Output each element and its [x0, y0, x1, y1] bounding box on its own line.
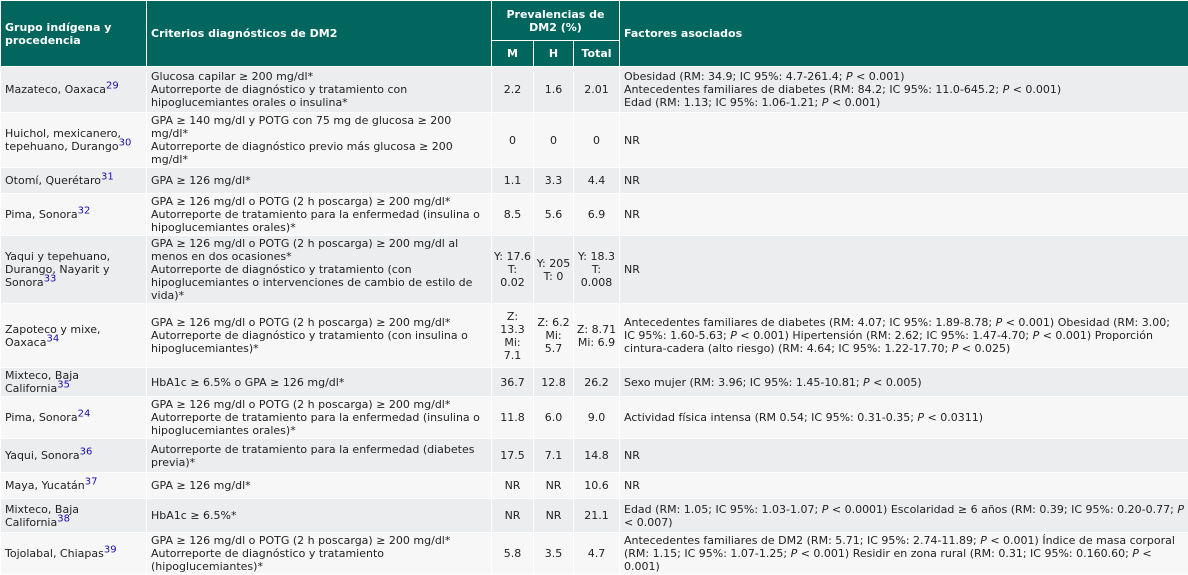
reference-link[interactable]: 31 — [101, 171, 114, 182]
table-row — [1, 236, 1188, 304]
criteria-cell — [147, 368, 492, 397]
factors-cell — [620, 368, 1188, 397]
table-row — [1, 439, 1188, 473]
prevalence-m: 11.8 — [492, 397, 534, 439]
table-row — [1, 168, 1188, 194]
criteria-cell — [147, 304, 492, 368]
group-cell — [1, 473, 147, 499]
criteria-line: Autorreporte de diagnóstico y tratamiento con hipoglucemiantes orales o insulina* — [151, 83, 487, 109]
prevalence-total: 4.4 — [574, 168, 620, 194]
table-row — [1, 473, 1188, 499]
criteria-line: Autorreporte de diagnóstico y tratamiento (hipoglucemiantes)* — [151, 547, 487, 573]
group-name: Yaqui y tepehuano, Durango, Nayarit y Sonora — [5, 250, 110, 289]
prevalence-h: 6.0 — [534, 397, 574, 439]
factor-line: NR — [624, 449, 1184, 462]
prevalence-m: 0 — [492, 113, 534, 168]
factor-line: NR — [624, 174, 1184, 187]
header-h: H — [534, 41, 574, 67]
criteria-cell — [147, 499, 492, 533]
group-cell — [1, 168, 147, 194]
factors-cell — [620, 473, 1188, 499]
factors-cell — [620, 533, 1188, 575]
factors-cell — [620, 67, 1188, 113]
criteria-line: GPA ≥ 126 mg/dl o POTG (2 h poscarga) ≥ 200 mg/dl* — [151, 316, 487, 329]
table-row — [1, 499, 1188, 533]
reference-link[interactable]: 38 — [57, 513, 70, 524]
criteria-cell — [147, 113, 492, 168]
criteria-line: GPA ≥ 126 mg/dl o POTG (2 h poscarga) ≥ 200 mg/dl* — [151, 534, 487, 547]
header-criteria: Criterios diagnósticos de DM2 — [147, 1, 492, 67]
criteria-line: Autorreporte de tratamiento para la enfermedad (insulina o hipoglucemiantes orales)* — [151, 411, 487, 437]
prevalence-m: Y: 17.6 T: 0.02 — [492, 236, 534, 304]
factors-cell — [620, 439, 1188, 473]
group-name: Yaqui, Sonora — [5, 449, 80, 462]
prevalence-total: 4.7 — [574, 533, 620, 575]
factor-line: Antecedentes familiares de diabetes (RM: 84.2; IC 95%: 11.0-645.2; P < 0.001) — [624, 83, 1184, 96]
reference-link[interactable]: 37 — [85, 476, 98, 487]
reference-link[interactable]: 32 — [78, 205, 91, 216]
group-name: Maya, Yucatán — [5, 479, 85, 492]
factor-line: Sexo mujer (RM: 3.96; IC 95%: 1.45-10.81; P < 0.005) — [624, 376, 1184, 389]
criteria-line: Autorreporte de tratamiento para la enfermedad (diabetes previa)* — [151, 443, 487, 469]
criteria-line: GPA ≥ 140 mg/dl y POTG con 75 mg de glucosa ≥ 200 mg/dl* — [151, 114, 487, 140]
header-group: Grupo indígena y procedencia — [1, 1, 147, 67]
prevalence-m: 8.5 — [492, 194, 534, 236]
table-row — [1, 67, 1188, 113]
table-row — [1, 304, 1188, 368]
group-name: Mazateco, Oaxaca — [5, 83, 106, 96]
factor-line: Actividad física intensa (RM 0.54; IC 95%: 0.31-0.35; P < 0.0311) — [624, 411, 1184, 424]
factor-line: NR — [624, 134, 1184, 147]
table-row — [1, 397, 1188, 439]
group-cell — [1, 113, 147, 168]
factor-line: NR — [624, 263, 1184, 276]
group-cell — [1, 236, 147, 304]
prevalence-h: 5.6 — [534, 194, 574, 236]
reference-link[interactable]: 30 — [119, 137, 132, 148]
prevalence-m: 5.8 — [492, 533, 534, 575]
criteria-cell — [147, 168, 492, 194]
factor-line: NR — [624, 479, 1184, 492]
header-prevalence: Prevalencias de DM2 (%) — [492, 1, 620, 41]
criteria-line: Autorreporte de diagnóstico y tratamiento (con insulina o hipoglucemiantes)* — [151, 329, 487, 355]
criteria-cell — [147, 194, 492, 236]
prevalence-total: 0 — [574, 113, 620, 168]
prevalence-total: 9.0 — [574, 397, 620, 439]
prevalence-total: 2.01 — [574, 67, 620, 113]
header-total: Total — [574, 41, 620, 67]
header-m: M — [492, 41, 534, 67]
prevalence-m: NR — [492, 473, 534, 499]
group-cell — [1, 368, 147, 397]
table-row — [1, 113, 1188, 168]
factors-cell — [620, 194, 1188, 236]
factor-line: Edad (RM: 1.13; IC 95%: 1.06-1.21; P < 0.001) — [624, 96, 1184, 109]
criteria-line: GPA ≥ 126 mg/dl* — [151, 479, 487, 492]
group-name: Zapoteco y mixe, Oaxaca — [5, 323, 101, 349]
group-cell — [1, 499, 147, 533]
table-row — [1, 194, 1188, 236]
group-cell — [1, 439, 147, 473]
table-row — [1, 533, 1188, 575]
group-name: Pima, Sonora — [5, 411, 78, 424]
criteria-cell — [147, 533, 492, 575]
prevalence-m: 2.2 — [492, 67, 534, 113]
table-row — [1, 368, 1188, 397]
reference-link[interactable]: 33 — [44, 273, 57, 284]
criteria-cell — [147, 397, 492, 439]
prevalence-total: 21.1 — [574, 499, 620, 533]
prevalence-total: 6.9 — [574, 194, 620, 236]
reference-link[interactable]: 36 — [80, 446, 93, 457]
factors-cell — [620, 113, 1188, 168]
criteria-line: GPA ≥ 126 mg/dl o POTG (2 h poscarga) ≥ 200 mg/dl* — [151, 195, 487, 208]
group-cell — [1, 397, 147, 439]
criteria-cell — [147, 236, 492, 304]
group-name: Huichol, mexicanero, tepehuano, Durango — [5, 127, 121, 153]
prevalence-m: Z: 13.3 Mi: 7.1 — [492, 304, 534, 368]
prevalence-h: NR — [534, 499, 574, 533]
group-cell — [1, 194, 147, 236]
prevalence-m: NR — [492, 499, 534, 533]
prevalence-h: 3.5 — [534, 533, 574, 575]
reference-link[interactable]: 24 — [78, 408, 91, 419]
criteria-line: Autorreporte de tratamiento para la enfermedad (insulina o hipoglucemiantes orales)* — [151, 208, 487, 234]
prevalence-h: 7.1 — [534, 439, 574, 473]
group-name: Tojolabal, Chiapas — [5, 547, 104, 560]
table-header — [1, 1, 1188, 67]
header-factors: Factores asociados — [620, 1, 1188, 67]
factor-line: Antecedentes familiares de diabetes (RM: 4.07; IC 95%: 1.89-8.78; P < 0.001) Obesidad (RM: 3.00; IC 95%: 1.60-5.63; P < 0.001) Hipertensión (RM: 2.62; IC 95%: 1.47-4.70; P < 0.001) Proporción cintura-cadera (alto riesgo) (RM: 4.64; IC 95%: 1.22-17.70; P < 0.025) — [624, 316, 1184, 355]
prevalence-h: Z: 6.2 Mi: 5.7 — [534, 304, 574, 368]
prevalence-h: 12.8 — [534, 368, 574, 397]
prevalence-h: Y: 205 T: 0 — [534, 236, 574, 304]
criteria-line: HbA1c ≥ 6.5%* — [151, 509, 487, 522]
group-name: Mixteco, Baja California — [5, 503, 79, 529]
prevalence-total: 14.8 — [574, 439, 620, 473]
factor-line: Edad (RM: 1.05; IC 95%: 1.03-1.07; P < 0.0001) Escolaridad ≥ 6 años (RM: 0.39; IC 95%: 0.20-0.77; P < 0.007) — [624, 503, 1184, 529]
prevalence-h: 3.3 — [534, 168, 574, 194]
criteria-line: Glucosa capilar ≥ 200 mg/dl* — [151, 70, 487, 83]
reference-link[interactable]: 39 — [104, 544, 117, 555]
prevalence-total: 26.2 — [574, 368, 620, 397]
criteria-line: HbA1c ≥ 6.5% o GPA ≥ 126 mg/dl* — [151, 376, 487, 389]
factors-cell — [620, 168, 1188, 194]
group-cell — [1, 533, 147, 575]
group-cell — [1, 304, 147, 368]
prevalence-h: 0 — [534, 113, 574, 168]
factor-line: NR — [624, 208, 1184, 221]
factors-cell — [620, 397, 1188, 439]
criteria-line: GPA ≥ 126 mg/dl* — [151, 174, 487, 187]
group-cell — [1, 67, 147, 113]
factors-cell — [620, 236, 1188, 304]
prevalence-m: 36.7 — [492, 368, 534, 397]
prevalence-total: 10.6 — [574, 473, 620, 499]
reference-link[interactable]: 34 — [46, 333, 59, 344]
prevalence-total: Z: 8.71 Mi: 6.9 — [574, 304, 620, 368]
factors-cell — [620, 304, 1188, 368]
factors-cell — [620, 499, 1188, 533]
group-name: Otomí, Querétaro — [5, 174, 101, 187]
criteria-line: GPA ≥ 126 mg/dl o POTG (2 h poscarga) ≥ 200 mg/dl al menos en dos ocasiones* — [151, 237, 487, 263]
group-name: Pima, Sonora — [5, 208, 78, 221]
factor-line: Obesidad (RM: 34.9; IC 95%: 4.7-261.4; P < 0.001) — [624, 70, 1184, 83]
table-body — [1, 67, 1188, 575]
criteria-cell — [147, 473, 492, 499]
prevalence-m: 1.1 — [492, 168, 534, 194]
prevalence-h: 1.6 — [534, 67, 574, 113]
criteria-cell — [147, 67, 492, 113]
reference-link[interactable]: 35 — [57, 379, 70, 390]
group-name: Mixteco, Baja California — [5, 369, 79, 395]
prevalence-total: Y: 18.3 T: 0.008 — [574, 236, 620, 304]
prevalence-h: NR — [534, 473, 574, 499]
reference-link[interactable]: 29 — [106, 80, 119, 91]
criteria-line: Autorreporte de diagnóstico y tratamiento (con hipoglucemiantes o intervenciones de cambio de estilo de vida)* — [151, 263, 487, 302]
prevalence-m: 17.5 — [492, 439, 534, 473]
criteria-line: Autorreporte de diagnóstico previo más glucosa ≥ 200 mg/dl* — [151, 140, 487, 166]
criteria-cell — [147, 439, 492, 473]
factor-line: Antecedentes familiares de DM2 (RM: 5.71; IC 95%: 2.74-11.89; P < 0.001) Índice de masa corporal (RM: 1.15; IC 95%: 1.07-1.25; P < 0.001) Residir en zona rural (RM: 0.31; IC 95%: 0.160.60; P < 0.001) — [624, 534, 1184, 573]
criteria-line: GPA ≥ 126 mg/dl o POTG (2 h poscarga) ≥ 200 mg/dl* — [151, 398, 487, 411]
